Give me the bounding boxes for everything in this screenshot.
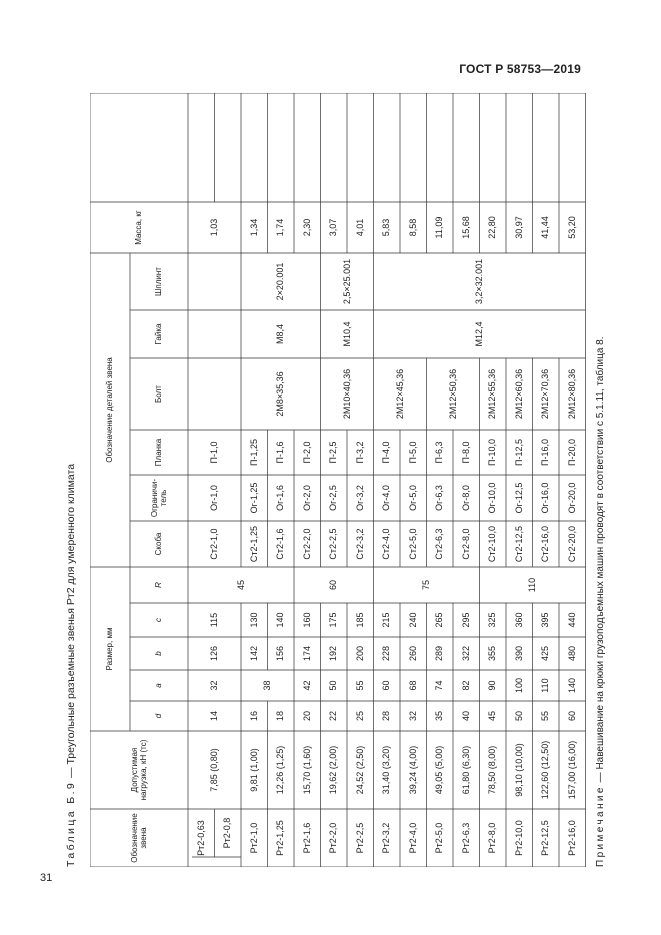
row-a: 55 — [354, 680, 365, 691]
merged-cotter: 2,5×25.001 — [341, 258, 352, 305]
row-a: 90 — [487, 680, 498, 691]
row-bracket: Ст2-1,0 — [209, 528, 220, 560]
merged-nut: М10,4 — [341, 321, 352, 347]
row-designation: Рт2-2,0 — [328, 822, 339, 854]
row-bracket: Ст2-5,0 — [407, 528, 418, 560]
row-plate: П-1,0 — [209, 441, 220, 464]
row-bracket: Ст2-3,2 — [354, 528, 365, 560]
merged-R: 75 — [421, 580, 432, 591]
header-mass: Масса, кг — [134, 210, 144, 245]
row-bracket: Ст2-1,6 — [275, 528, 286, 560]
row-plate: П-12,5 — [513, 439, 524, 466]
row-plate: П-2,5 — [328, 441, 339, 464]
row-d: 20 — [301, 711, 312, 722]
caption-dash: — — [65, 764, 77, 781]
row-designation: Рт2-1,0 — [248, 822, 259, 854]
merged-cotter: 3,2×32.001 — [474, 258, 485, 305]
row-c: 160 — [301, 612, 312, 628]
row-limiter: Ог-10,0 — [487, 482, 498, 514]
row-c: 140 — [275, 612, 286, 628]
header-c: c — [154, 618, 164, 622]
row-designation: Рт2-10,0 — [513, 820, 524, 856]
row-c: 185 — [354, 612, 365, 628]
row-limiter: Ог-16,0 — [540, 482, 551, 514]
row-a: 100 — [513, 677, 524, 694]
row-plate: П-4,0 — [381, 441, 392, 464]
row-limiter: Ог-20,0 — [566, 482, 577, 514]
row-load: 39,24 (4,00) — [407, 745, 418, 795]
row-d: 60 — [566, 711, 577, 722]
row-d: 28 — [381, 711, 392, 722]
row-c: 395 — [540, 612, 551, 628]
standard-header: ГОСТ Р 58753—2019 — [459, 62, 581, 76]
row-b: 480 — [566, 645, 577, 662]
row-c: 295 — [460, 612, 471, 628]
merged-bolt: 2М12×70,36 — [540, 368, 551, 420]
table-note — [595, 93, 606, 867]
row-plate: П-2,0 — [301, 441, 312, 464]
row-limiter: Ог-1,25 — [248, 482, 259, 514]
row-load: 7,85 (0,80) — [209, 748, 220, 792]
row-a: 32 — [209, 680, 220, 691]
row-load: 24,52 (2,50) — [354, 745, 365, 795]
header-R: R — [154, 582, 164, 588]
merged-bolt: 2М10×40,36 — [341, 368, 352, 420]
merged-bolt: 2М12×60,36 — [513, 368, 524, 420]
row-d: 40 — [460, 711, 471, 722]
row-b: 228 — [381, 645, 392, 662]
note-text: Навешивание на крюки грузоподъемных машин проводят в соответствии с 5.1.11, таблица 8. — [595, 336, 606, 770]
row-limiter: Ог-12,5 — [513, 482, 524, 514]
row-designation: Рт2-0,63 — [195, 820, 206, 856]
header-b: b — [154, 651, 164, 656]
row-designation: Рт2-3,2 — [381, 822, 392, 854]
row-designation: Рт2-2,5 — [354, 822, 365, 854]
row-mass: 41,44 — [540, 216, 551, 239]
header-size-group: Размер, мм — [105, 627, 115, 671]
row-designation: Рт2-16,0 — [566, 820, 577, 856]
row-limiter: Ог-6,3 — [434, 485, 445, 511]
row-b: 192 — [328, 645, 339, 662]
merged-bolt: 2М12×50,36 — [447, 368, 458, 420]
row-c: 265 — [434, 612, 445, 628]
merged-a: 38 — [262, 680, 273, 691]
row-d: 55 — [540, 711, 551, 722]
row-mass: 2,30 — [301, 218, 312, 237]
row-d: 16 — [248, 711, 259, 722]
row-b: 200 — [354, 645, 365, 662]
row-d: 14 — [209, 711, 220, 722]
row-bracket: Ст2-2,0 — [301, 528, 312, 560]
row-a: 68 — [407, 680, 418, 691]
header-nut: Гайка — [154, 323, 164, 345]
row-mass: 30,97 — [513, 216, 524, 239]
row-load: 9,81 (1,00) — [248, 748, 259, 792]
row-bracket: Ст2-6,3 — [434, 528, 445, 560]
row-b: 289 — [434, 645, 445, 662]
row-load: 98,10 (10,00) — [513, 743, 524, 797]
row-plate: П-20,0 — [566, 439, 577, 466]
row-limiter: Ог-2,5 — [328, 485, 339, 511]
header-designation: Обозначение звена — [129, 813, 148, 863]
row-limiter: Ог-1,6 — [275, 485, 286, 511]
row-limiter: Ог-2,0 — [301, 485, 312, 511]
row-plate: П-1,25 — [248, 439, 259, 466]
row-limiter: Ог-1,0 — [209, 485, 220, 511]
row-bracket: Ст2-16,0 — [540, 525, 551, 563]
row-load: 122,60 (12,50) — [540, 740, 551, 800]
row-c: 240 — [407, 612, 418, 628]
row-b: 390 — [513, 645, 524, 662]
row-bracket: Ст2-2,5 — [328, 528, 339, 560]
row-designation: Рт2-8,0 — [487, 822, 498, 854]
row-limiter: Ог-8,0 — [460, 485, 471, 511]
row-b: 142 — [248, 645, 259, 662]
row-mass: 1,74 — [275, 218, 286, 237]
row-c: 440 — [566, 612, 577, 628]
row-b: 260 — [407, 645, 418, 662]
row-c: 115 — [209, 612, 220, 628]
row-plate: П-16,0 — [540, 439, 551, 466]
row-mass: 3,07 — [328, 218, 339, 237]
merged-bolt: 2М8×35,36 — [275, 371, 286, 417]
row-designation: Рт2-12,5 — [540, 820, 551, 856]
row-designation: Рт2-6,3 — [460, 822, 471, 854]
row-mass: 1,03 — [209, 218, 220, 237]
row-d: 35 — [434, 711, 445, 722]
row-plate: П-3,2 — [354, 441, 365, 464]
row-a: 74 — [434, 680, 445, 691]
row-c: 215 — [381, 612, 392, 628]
header-load: Допустимая нагрузка, кН (тс) — [129, 739, 148, 801]
merged-nut: М8,4 — [275, 324, 286, 345]
row-plate: П-8,0 — [460, 441, 471, 464]
row-load: 49,05 (5,00) — [434, 745, 445, 795]
row-c: 130 — [248, 612, 259, 628]
merged-cotter: 2×20.001 — [275, 262, 286, 301]
merged-nut: М12,4 — [474, 321, 485, 347]
note-dash: — — [595, 769, 606, 786]
row-bracket: Ст2-8,0 — [460, 528, 471, 560]
row-designation: Рт2-4,0 — [407, 822, 418, 854]
note-label: Примечание — [595, 785, 606, 867]
header-a: a — [154, 683, 164, 688]
row-b: 156 — [275, 645, 286, 662]
row-mass: 53,20 — [566, 216, 577, 239]
row-c: 175 — [328, 612, 339, 628]
row-b: 425 — [540, 645, 551, 662]
row-c: 325 — [487, 612, 498, 628]
row-bracket: Ст2-12,5 — [513, 525, 524, 563]
row-load: 15,70 (1,60) — [301, 745, 312, 795]
header-bracket: Скоба — [154, 532, 164, 556]
header-bolt: Болт — [154, 385, 164, 403]
row-limiter: Ог-3,2 — [354, 485, 365, 511]
row-bracket: Ст2-1,25 — [248, 525, 259, 563]
row-mass: 22,80 — [487, 216, 498, 239]
row-mass: 5,83 — [381, 218, 392, 237]
links-table — [90, 93, 586, 867]
row-designation: Рт2-5,0 — [434, 822, 445, 854]
merged-bolt: 2М12×80,36 — [566, 368, 577, 420]
row-mass: 8,58 — [407, 218, 418, 237]
row-load: 157,00 (16,00) — [566, 740, 577, 800]
rotated-page-content — [65, 93, 615, 867]
row-plate: П-1,6 — [275, 441, 286, 464]
row-mass: 4,01 — [354, 218, 365, 237]
row-a: 110 — [540, 678, 551, 693]
row-mass: 1,34 — [248, 218, 259, 237]
row-mass: 15,68 — [460, 216, 471, 239]
row-d: 45 — [487, 711, 498, 722]
page-number: 31 — [40, 872, 53, 884]
row-c: 360 — [513, 612, 524, 628]
caption-label: Таблица Б.9 — [65, 780, 77, 867]
row-bracket: Ст2-4,0 — [381, 528, 392, 560]
row-limiter: Ог-5,0 — [407, 485, 418, 511]
row-d: 18 — [275, 711, 286, 722]
row-mass: 11,09 — [434, 216, 445, 239]
row-bracket: Ст2-10,0 — [487, 525, 498, 563]
row-d: 32 — [407, 711, 418, 722]
row-plate: П-5,0 — [407, 441, 418, 464]
merged-R: 110 — [527, 577, 538, 593]
header-limiter: Ограничи-тель — [149, 478, 168, 518]
row-a: 82 — [460, 680, 471, 691]
header-plate: Планка — [154, 438, 164, 467]
row-load: 61,80 (6,30) — [460, 745, 471, 795]
row-load: 12,26 (1,25) — [275, 745, 286, 795]
row-a: 50 — [328, 680, 339, 691]
row-b: 174 — [301, 645, 312, 662]
header-parts-group: Обозначение деталей звена — [105, 357, 115, 463]
header-cotter: Шплинт — [154, 267, 164, 296]
row-designation: Рт2-1,6 — [301, 822, 312, 854]
row-plate: П-10,0 — [487, 439, 498, 466]
merged-R: 45 — [235, 580, 246, 591]
merged-bolt: 2М12×45,36 — [394, 368, 405, 420]
row-d: 22 — [328, 711, 339, 722]
row-limiter: Ог-4,0 — [381, 485, 392, 511]
row-bracket: Ст2-20,0 — [566, 525, 577, 563]
row-a: 42 — [301, 680, 312, 691]
header-d: d — [154, 713, 164, 719]
merged-bolt: 2М12×55,36 — [487, 368, 498, 420]
merged-R: 60 — [328, 580, 339, 591]
row-designation: Рт2-1,25 — [275, 820, 286, 856]
row-d: 25 — [354, 711, 365, 722]
caption-text: Треугольные разъемные звенья Рт2 для умеренного климата — [65, 463, 77, 765]
row-a: 140 — [566, 677, 577, 694]
row-d: 50 — [513, 711, 524, 722]
row-load: 78,50 (8,00) — [487, 745, 498, 795]
row-load: 19,62 (2,00) — [328, 745, 339, 795]
row-load: 31,40 (3,20) — [381, 745, 392, 795]
row-b: 322 — [460, 645, 471, 662]
row-designation: Рт2-0,8 — [222, 817, 233, 849]
row-b: 355 — [487, 645, 498, 662]
table-caption — [65, 93, 77, 867]
row-plate: П-6,3 — [434, 441, 445, 464]
row-b: 126 — [209, 645, 220, 662]
row-a: 60 — [381, 680, 392, 691]
